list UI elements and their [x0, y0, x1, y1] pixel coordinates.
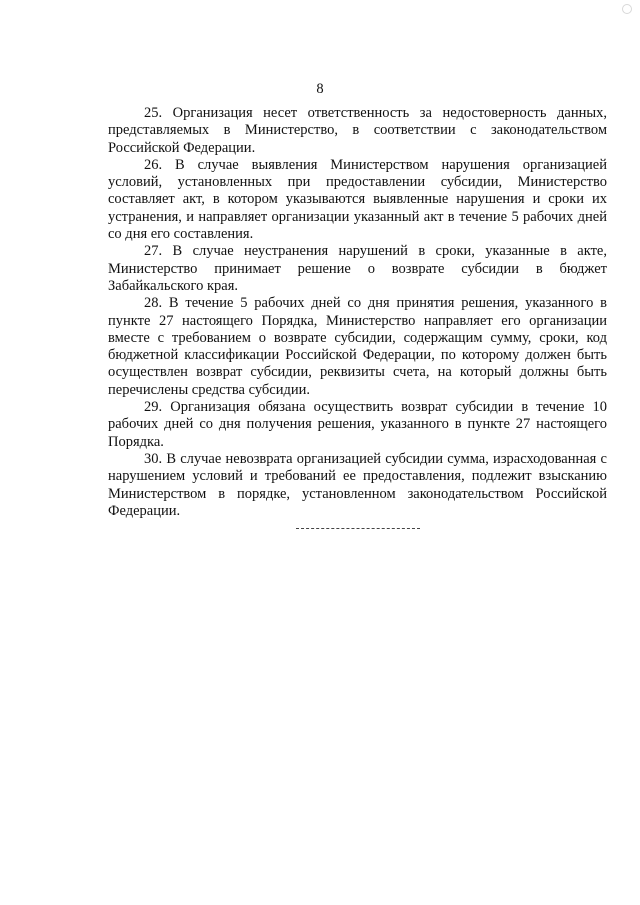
document-body [108, 105, 607, 520]
scan-corner-mark [622, 4, 632, 14]
page-number: 8 [316, 81, 324, 97]
end-of-document-rule [296, 528, 420, 529]
paragraph-28: 28. В течение 5 рабочих дней со дня принятия решения, указанного в пункте 27 настоящего Порядка, Министерство направляет его организации вместе с требованием о возврате субсидии, содержащим сумму, сроки, код бюджетной классификации Российской Федерации, по которому должен быть осуществлен возврат субсидии, реквизиты счета, на который должны быть перечислены средства субсидии. [108, 295, 607, 398]
paragraph-30: 30. В случае невозврата организацией субсидии сумма, израсходованная с нарушением условий и требований ее предоставления, подлежит взысканию Министерством в порядке, установленном законодательством Российской Федерации. [108, 450, 607, 519]
paragraph-27: 27. В случае неустранения нарушений в сроки, указанные в акте, Министерство принимает решение о возврате субсидии в бюджет Забайкальского края. [108, 243, 607, 294]
paragraph-26: 26. В случае выявления Министерством нарушения организацией условий, установленных при предоставлении субсидии, Министерство составляет акт, в котором указываются выявленные нарушения и сроки их устранения, и направляет организации указанный акт в течение 5 рабочих дней со дня его составления. [108, 156, 607, 243]
paragraph-25: 25. Организация несет ответственность за недостоверность данных, представляемых в Министерство, в соответствии с законодательством Российской Федерации. [108, 105, 607, 156]
paragraph-29: 29. Организация обязана осуществить возврат субсидии в течение 10 рабочих дней со дня получения решения, указанного в пункте 27 настоящего Порядка. [108, 399, 607, 450]
